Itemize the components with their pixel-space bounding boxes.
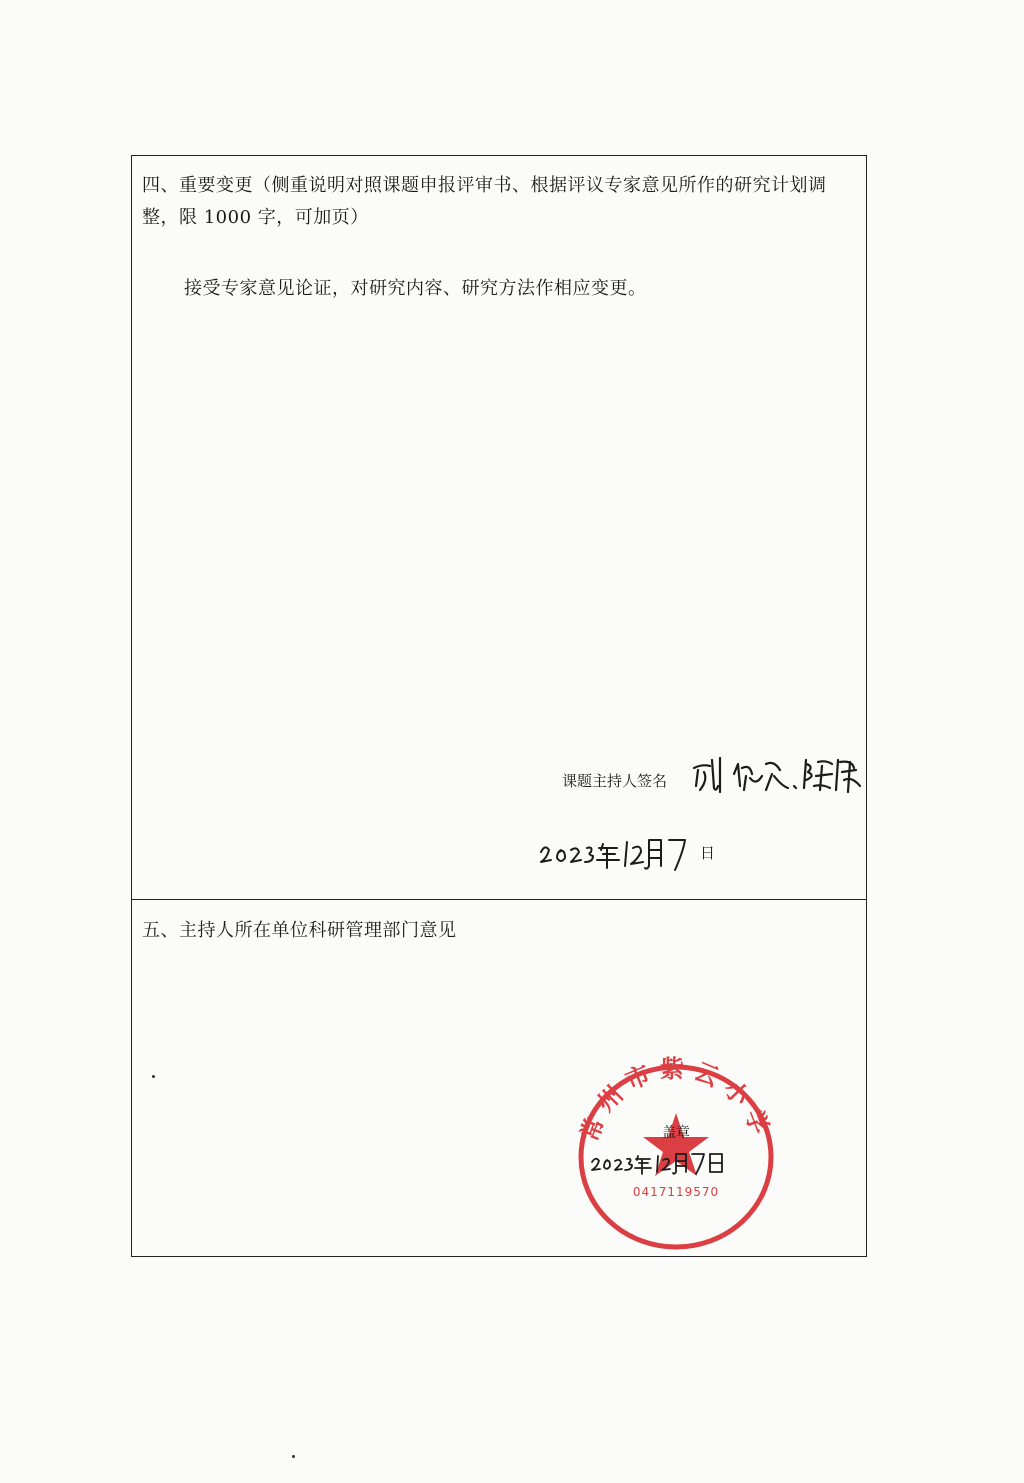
- section-4-body-text: 接受专家意见论证，对研究内容、研究方法作相应变更。: [184, 278, 647, 299]
- speck-mark: [292, 1455, 295, 1458]
- signature-row: [562, 746, 862, 796]
- section-5-handwritten-date: [590, 1148, 730, 1178]
- section-divider: [132, 899, 866, 900]
- seal-code: 0417119570: [632, 1185, 720, 1199]
- section-4-cell: [132, 156, 866, 899]
- seal-stamp-label: 盖章: [662, 1125, 690, 1141]
- form-table: [131, 155, 867, 1257]
- handwritten-signature: [690, 746, 870, 800]
- speck-mark: [152, 1075, 155, 1078]
- signature-label: 课题主持人签名: [562, 772, 668, 790]
- section-4-date-row: [537, 832, 737, 872]
- seal-ring-text: 常州市紫云小学: [575, 1055, 777, 1146]
- section-5-heading: 五、主持人所在单位科研管理部门意见: [142, 920, 457, 941]
- date-day-character: 日: [700, 844, 716, 862]
- section-4-heading: 四、重要变更（侧重说明对照课题申报评审书、根据评议专家意见所作的研究计划调整，限 1000 字，可加页）: [142, 175, 827, 228]
- section-5-cell: [132, 901, 866, 1256]
- handwritten-date: [537, 832, 697, 872]
